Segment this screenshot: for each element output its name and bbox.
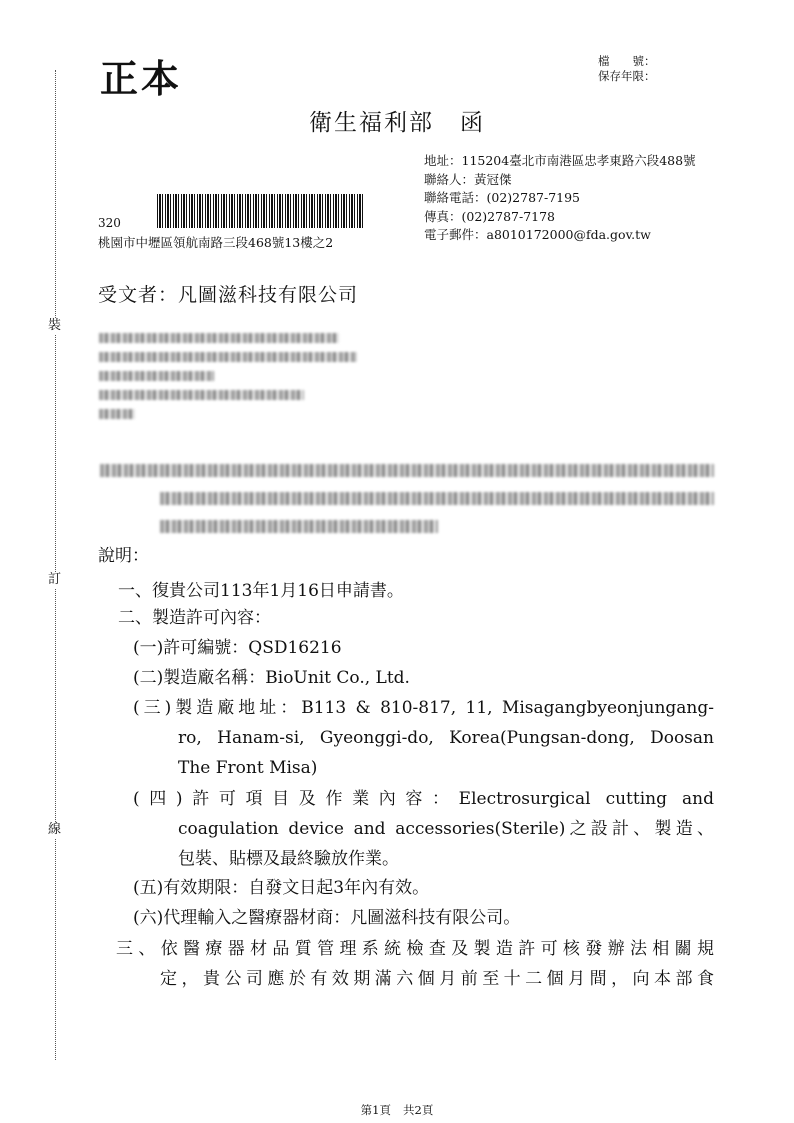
binding-mark-xian: 線 xyxy=(48,822,62,837)
binding-mark-zhuang: 裝 xyxy=(48,318,62,333)
page-total: 共2頁 xyxy=(403,1103,434,1117)
document-title xyxy=(0,104,794,137)
retention-period-label: 保存年限： xyxy=(598,69,656,83)
explanation-item-3-line-1: 三、依醫療器材品質管理系統檢查及製造許可核發辦法相關規 xyxy=(116,939,714,959)
manufacturer-address-line-3: The Front Misa) xyxy=(178,758,318,778)
barcode xyxy=(157,194,365,228)
explanation-item-2: 二、製造許可內容： xyxy=(118,608,271,628)
binding-line xyxy=(55,70,56,1060)
recipient: 受文者：凡圖滋科技有限公司 xyxy=(98,284,359,306)
import-agent: (六)代理輸入之醫療器材商：凡圖滋科技有限公司。 xyxy=(133,908,521,928)
original-copy-stamp: 正本 xyxy=(100,56,183,101)
explanation-heading: 說明： xyxy=(98,546,149,566)
contact-block xyxy=(424,152,696,245)
manufacturer-address-line-2: ro, Hanam-si, Gyeonggi-do, Korea(Pungsan-dong, Doosan xyxy=(178,728,714,748)
recipient-address: 桃園市中壢區領航南路三段468號13樓之2 xyxy=(98,235,334,250)
document-type: 函 xyxy=(460,110,485,136)
explanation-item-1: 一、復貴公司113年1月16日申請書。 xyxy=(118,581,404,601)
file-number-label: 檔 號： xyxy=(598,54,656,68)
permit-scope-line-1: (四)許可項目及作業內容：Electrosurgical cutting and xyxy=(133,789,714,809)
binding-mark-ding: 訂 xyxy=(48,572,62,587)
contact-address: 地址：115204臺北市南港區忠孝東路六段488號 xyxy=(424,153,696,168)
permit-scope-line-3: 包裝、貼標及最終驗放作業。 xyxy=(178,849,399,869)
page-number: 第1頁 xyxy=(360,1103,391,1117)
contact-person: 聯絡人：黃冠傑 xyxy=(424,171,512,187)
file-info xyxy=(598,54,656,84)
validity-period: (五)有效期限：自發文日起3年內有效。 xyxy=(133,878,430,898)
contact-email: 電子郵件：a8010172000@fda.gov.tw xyxy=(424,227,651,242)
manufacturer-name: (二)製造廠名稱：BioUnit Co., Ltd. xyxy=(133,668,410,688)
contact-phone: 聯絡電話：(02)2787-7195 xyxy=(424,190,581,205)
permit-scope-line-2: coagulation device and accessories(Sterile)之設計、製造、 xyxy=(178,819,714,839)
permit-number: (一)許可編號：QSD16216 xyxy=(133,638,342,658)
issuing-organization: 衛生福利部 xyxy=(309,110,434,136)
page-footer xyxy=(0,1102,794,1118)
manufacturer-address-line-1: (三)製造廠地址：B113 & 810-817, 11, Misagangbyeonjungang- xyxy=(133,698,714,718)
explanation-item-3-line-2: 定，貴公司應於有效期滿六個月前至十二個月間，向本部食 xyxy=(160,969,714,989)
contact-fax: 傳真：(02)2787-7178 xyxy=(424,208,556,224)
recipient-zip: 320 xyxy=(98,216,121,230)
